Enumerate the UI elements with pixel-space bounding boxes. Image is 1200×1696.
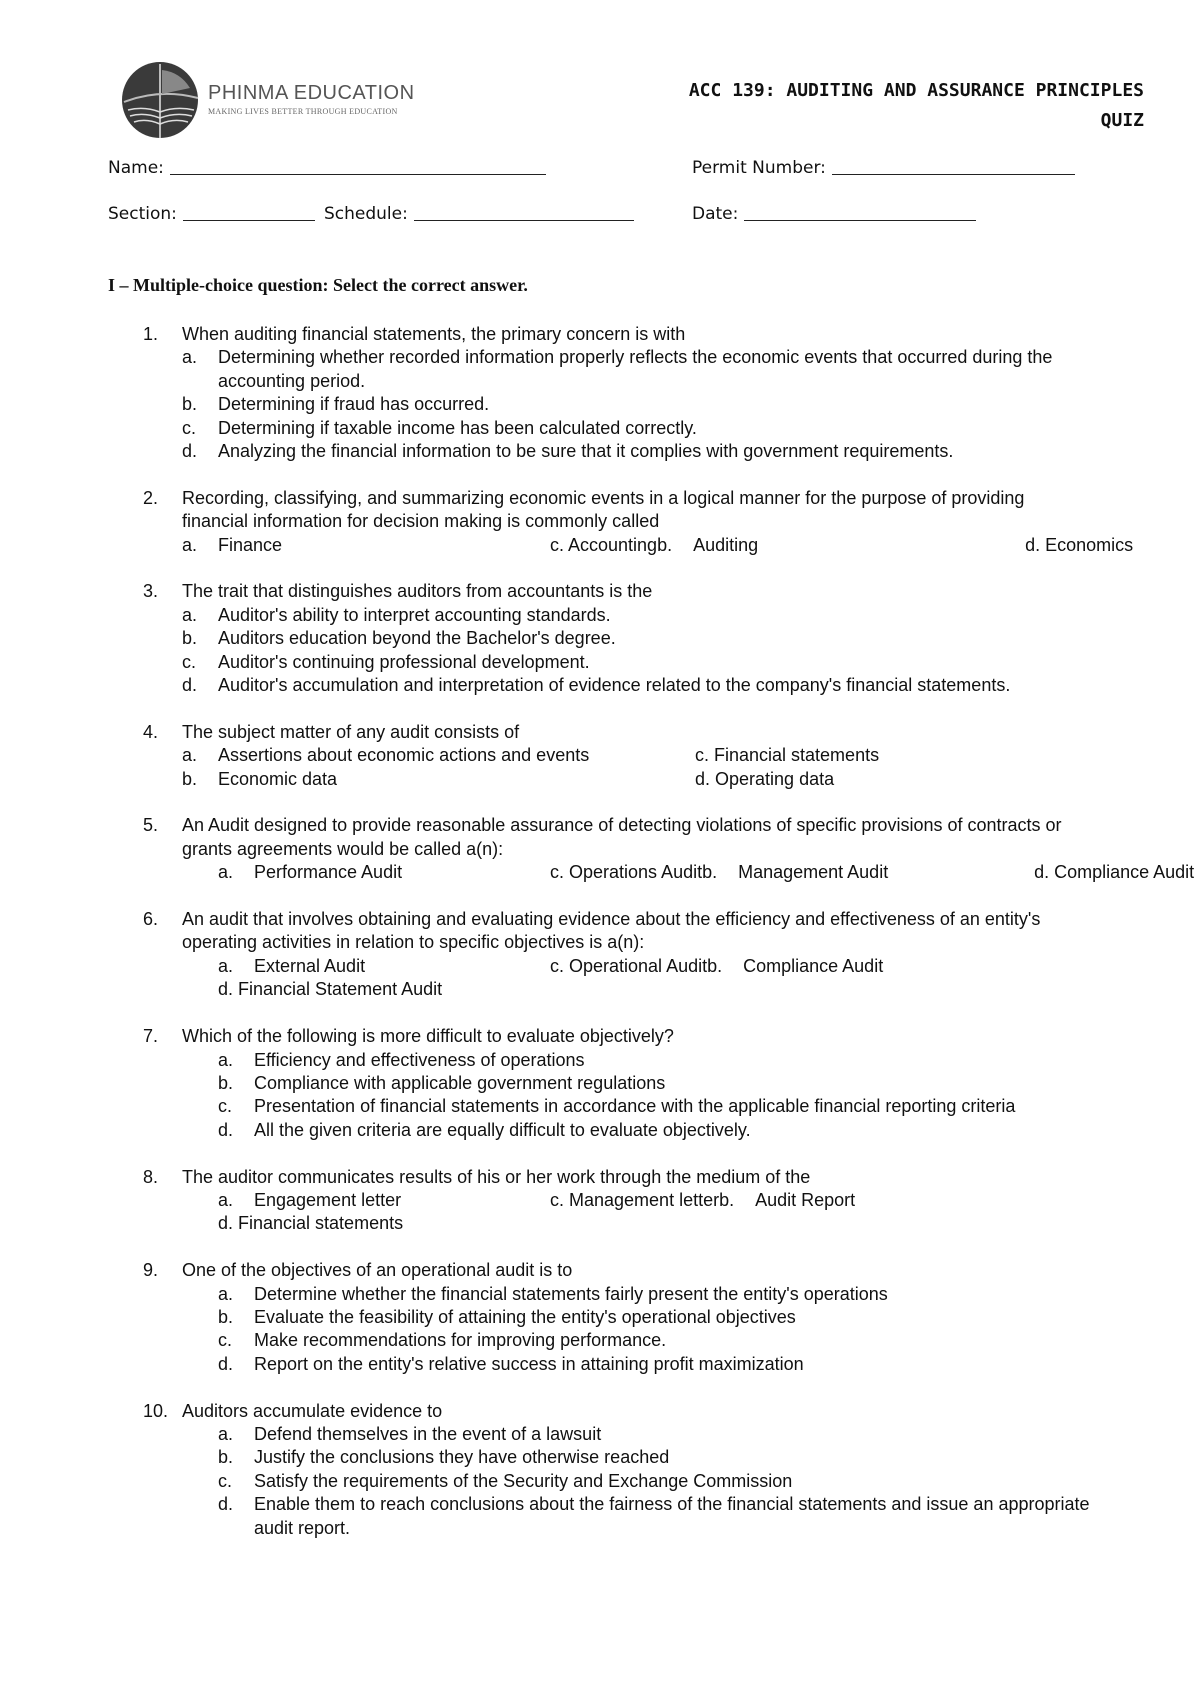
option-letter: b.: [218, 1072, 234, 1093]
question-text: Auditors accumulate evidence to: [182, 1400, 443, 1421]
name-field[interactable]: [108, 158, 546, 178]
question-text: Which of the following is more difficult to evaluate objectively?: [182, 1026, 674, 1047]
option-letter: d.: [218, 1494, 234, 1515]
question-7: [0, 1025, 1200, 1142]
option-letter: a.: [218, 955, 234, 976]
date-label: Date:: [692, 204, 739, 224]
option-b[interactable]: [657, 534, 1025, 557]
option-text: d. Financial statements: [218, 1213, 404, 1234]
question-number: 8.: [143, 1166, 159, 1187]
option-letter: c.: [218, 1330, 233, 1351]
option-text: Determine whether the financial statements fairly present the entity's operations: [254, 1283, 888, 1304]
logo-tagline: MAKING LIVES BETTER THROUGH EDUCATION: [208, 107, 398, 116]
question-10: [0, 1400, 1200, 1540]
option-b[interactable]: [707, 955, 1039, 978]
option-d[interactable]: [182, 674, 1088, 697]
option-d[interactable]: [218, 1119, 1124, 1142]
option-c[interactable]: [218, 1329, 1124, 1352]
option-letter: b.: [657, 534, 673, 555]
option-a[interactable]: [218, 1189, 550, 1212]
option-letter: c.: [182, 651, 197, 672]
question-number: 2.: [143, 487, 159, 508]
document-title: [689, 76, 1144, 136]
option-text: Analyzing the financial information to be sure that it complies with government requirements.: [218, 441, 954, 462]
option-letter: a.: [182, 347, 198, 368]
option-text: c. Operations Audit: [550, 862, 703, 883]
option-letter: b.: [702, 862, 718, 883]
option-letter: a.: [218, 1423, 234, 1444]
question-text: The trait that distinguishes auditors from accountants is the: [182, 581, 653, 602]
question-number: 9.: [143, 1260, 159, 1281]
option-letter: d.: [218, 1119, 234, 1140]
option-text: Compliance Audit: [743, 955, 884, 976]
option-text: d. Financial Statement Audit: [218, 979, 443, 1000]
option-b[interactable]: [702, 861, 1034, 884]
question-text: An audit that involves obtaining and evaluating evidence about the efficiency and effectiveness of an entity's operating activities in relation to specific objectives is a(n):: [182, 909, 1041, 953]
option-text: d. Economics: [1025, 534, 1134, 555]
option-letter: b.: [218, 1447, 234, 1468]
option-letter: b.: [182, 628, 198, 649]
option-text: Defend themselves in the event of a lawsuit: [254, 1423, 602, 1444]
permit-label: Permit Number:: [692, 158, 826, 178]
option-text: Engagement letter: [254, 1189, 402, 1210]
option-text: Audit Report: [755, 1189, 856, 1210]
question-1: [0, 323, 1200, 463]
option-text: Economic data: [218, 768, 338, 789]
question-number: 5.: [143, 815, 159, 836]
option-letter: a.: [182, 604, 198, 625]
course-title: ACC 139: AUDITING AND ASSURANCE PRINCIPLES: [688, 80, 1144, 101]
option-letter: c.: [218, 1096, 233, 1117]
option-text: Management Audit: [738, 862, 889, 883]
option-text: c. Operational Audit: [550, 955, 708, 976]
question-2: [0, 487, 1200, 557]
option-text: Auditor's accumulation and interpretation of evidence related to the company's financial statements.: [218, 675, 1011, 696]
option-b[interactable]: [182, 393, 1088, 416]
option-text: Auditor's ability to interpret accounting standards.: [218, 604, 611, 625]
option-letter: d.: [182, 441, 198, 462]
option-text: Evaluate the feasibility of attaining the entity's operational objectives: [254, 1306, 796, 1327]
section-field[interactable]: [108, 204, 315, 224]
option-text: Auditors education beyond the Bachelor's degree.: [218, 628, 616, 649]
schedule-label: Schedule:: [324, 204, 408, 224]
question-8: [0, 1166, 1200, 1236]
option-d[interactable]: [218, 1353, 1124, 1376]
option-text: d. Compliance Audit: [1034, 862, 1195, 883]
option-letter: a.: [218, 862, 234, 883]
question-9: [0, 1259, 1200, 1376]
question-6: [0, 908, 1200, 1002]
option-c[interactable]: [550, 955, 707, 978]
option-text: Determining whether recorded information properly reflects the economic events that occurred during the accounting period.: [218, 347, 1053, 391]
question-text: The subject matter of any audit consists of: [182, 721, 520, 742]
section-blank[interactable]: [183, 219, 315, 221]
option-a[interactable]: [218, 1283, 1124, 1306]
option-text: Enable them to reach conclusions about the fairness of the financial statements and issue an appropriate audit report.: [254, 1494, 1090, 1538]
option-text: All the given criteria are equally difficult to evaluate objectively.: [254, 1119, 751, 1140]
option-text: Performance Audit: [254, 862, 403, 883]
option-a[interactable]: [218, 1423, 1124, 1446]
option-letter: b.: [719, 1189, 735, 1210]
option-c[interactable]: [550, 534, 657, 557]
date-blank[interactable]: [744, 219, 976, 221]
option-text: c. Financial statements: [695, 745, 880, 766]
option-text: Justify the conclusions they have otherwise reached: [254, 1447, 670, 1468]
option-b[interactable]: [719, 1189, 1051, 1212]
option-text: Make recommendations for improving performance.: [254, 1330, 667, 1351]
question-5: [0, 814, 1200, 884]
question-4: [0, 721, 1200, 791]
doc-type: QUIZ: [1100, 110, 1144, 131]
option-c[interactable]: [182, 651, 1088, 674]
question-number: 7.: [143, 1026, 159, 1047]
option-text: c. Management letter: [550, 1189, 720, 1210]
option-d[interactable]: [695, 768, 834, 791]
option-b[interactable]: [182, 627, 1088, 650]
option-text: Auditing: [693, 534, 759, 555]
name-label: Name:: [108, 158, 164, 178]
question-list: [0, 323, 1200, 1563]
option-text: External Audit: [254, 955, 366, 976]
permit-number-field[interactable]: [692, 158, 1075, 178]
option-a[interactable]: [182, 534, 550, 557]
option-a[interactable]: [182, 604, 1088, 627]
date-field[interactable]: [692, 204, 976, 224]
option-text: Presentation of financial statements in accordance with the applicable financial reporting criteria: [254, 1096, 1016, 1117]
option-a[interactable]: [182, 346, 1088, 393]
section-title: I – Multiple-choice question: Select the correct answer.: [108, 275, 528, 295]
question-text: One of the objectives of an operational audit is to: [182, 1260, 573, 1281]
option-text: Compliance with applicable government regulations: [254, 1072, 666, 1093]
option-text: c. Accounting: [550, 534, 658, 555]
option-b[interactable]: [182, 768, 695, 791]
question-number: 1.: [143, 324, 159, 344]
option-d[interactable]: [1034, 861, 1194, 884]
question-number: 6.: [143, 909, 159, 930]
option-a[interactable]: [218, 1049, 1124, 1072]
option-text: Auditor's continuing professional development.: [218, 651, 590, 672]
option-b[interactable]: [218, 1446, 1124, 1469]
option-letter: a.: [182, 745, 198, 766]
option-letter: b.: [182, 768, 198, 789]
option-text: Finance: [218, 534, 283, 555]
option-text: Determining if fraud has occurred.: [218, 394, 490, 415]
option-letter: b.: [707, 955, 723, 976]
schedule-field[interactable]: [324, 204, 634, 224]
question-text: An Audit designed to provide reasonable assurance of detecting violations of specific provisions of contracts or grants agreements would be called a(n):: [182, 815, 1062, 859]
question-number: 4.: [143, 721, 159, 742]
option-a[interactable]: [218, 861, 550, 884]
question-text: The auditor communicates results of his or her work through the medium of the: [182, 1166, 811, 1187]
option-text: Assertions about economic actions and events: [218, 745, 590, 766]
permit-blank[interactable]: [832, 173, 1075, 175]
option-letter: a.: [218, 1049, 234, 1070]
option-text: Efficiency and effectiveness of operations: [254, 1049, 585, 1070]
option-d[interactable]: [218, 1212, 403, 1235]
option-text: Report on the entity's relative success in attaining profit maximization: [254, 1353, 804, 1374]
question-text: Recording, classifying, and summarizing economic events in a logical manner for the purpose of providing financial information for decision making is commonly called: [182, 487, 1025, 532]
option-letter: c.: [218, 1470, 233, 1491]
option-letter: a.: [218, 1283, 234, 1304]
option-letter: b.: [182, 394, 198, 415]
schedule-blank[interactable]: [414, 219, 634, 221]
option-text: d. Operating data: [695, 768, 835, 789]
option-a[interactable]: [182, 744, 695, 767]
option-c[interactable]: [218, 1095, 1124, 1118]
question-text: When auditing financial statements, the primary concern is with: [182, 324, 686, 344]
phinma-logo: [120, 58, 415, 142]
option-d[interactable]: [1025, 534, 1133, 557]
option-d[interactable]: [218, 1493, 1124, 1540]
name-blank[interactable]: [170, 173, 546, 175]
option-c[interactable]: [550, 861, 702, 884]
question-number: 10.: [143, 1400, 169, 1421]
question-number: 3.: [143, 581, 159, 602]
option-d[interactable]: [218, 978, 442, 1001]
globe-book-icon: [120, 58, 204, 142]
logo-name: PHINMA EDUCATION: [208, 82, 415, 104]
section-label: Section:: [108, 204, 177, 224]
option-letter: d.: [218, 1353, 234, 1374]
option-d[interactable]: [182, 440, 1088, 463]
option-b[interactable]: [218, 1072, 1124, 1095]
option-letter: c.: [182, 417, 197, 438]
option-b[interactable]: [218, 1306, 1124, 1329]
option-letter: d.: [182, 675, 198, 696]
option-text: Satisfy the requirements of the Security and Exchange Commission: [254, 1470, 793, 1491]
option-c[interactable]: [550, 1189, 719, 1212]
option-c[interactable]: [182, 417, 1088, 440]
option-letter: a.: [218, 1189, 234, 1210]
option-letter: b.: [218, 1306, 234, 1327]
option-a[interactable]: [218, 955, 550, 978]
question-3: [0, 580, 1200, 697]
option-letter: a.: [182, 534, 198, 555]
option-c[interactable]: [695, 744, 879, 767]
option-text: Determining if taxable income has been calculated correctly.: [218, 417, 697, 438]
option-c[interactable]: [218, 1470, 1124, 1493]
